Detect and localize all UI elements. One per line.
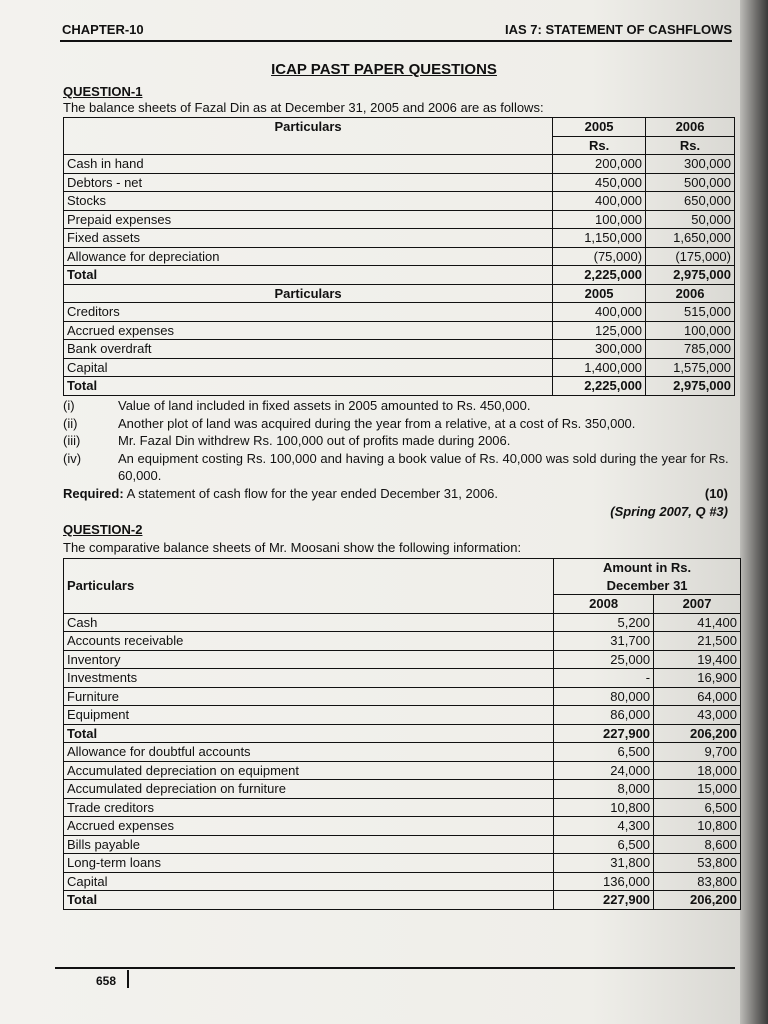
q1-liability-row	[64, 358, 735, 377]
page-number-tick	[127, 970, 129, 988]
q1-liability-row	[64, 340, 735, 359]
q1-liability-y1-value: 400,000	[553, 303, 646, 322]
q1-asset-y1-value: (75,000)	[553, 247, 646, 266]
q2-item-label: Accumulated depreciation on furniture	[64, 780, 554, 799]
q2-item-y2-value: 53,800	[654, 854, 741, 873]
q1-liability-y2-value: 1,575,000	[646, 358, 735, 377]
q1-note-number: (ii)	[63, 415, 78, 431]
q2-item-label: Total	[64, 891, 554, 910]
q1-asset-label: Prepaid expenses	[64, 210, 553, 229]
q2-item-y1-value: 80,000	[554, 687, 654, 706]
q1-asset-y1-value: 1,150,000	[553, 229, 646, 248]
q2-item-y2-value: 18,000	[654, 761, 741, 780]
q2-item-row	[64, 872, 741, 891]
q2-item-row	[64, 817, 741, 836]
q2-item-row	[64, 798, 741, 817]
q1-liability-label: Bank overdraft	[64, 340, 553, 359]
page-title: ICAP PAST PAPER QUESTIONS	[271, 61, 497, 78]
q1-asset-label: Stocks	[64, 192, 553, 211]
q2-item-y2-value: 6,500	[654, 798, 741, 817]
q2-item-label: Capital	[64, 872, 554, 891]
q1-assets-particulars-header: Particulars	[64, 118, 553, 137]
chapter-label: CHAPTER-10	[62, 22, 144, 37]
q1-liability-y1-value: 300,000	[553, 340, 646, 359]
q1-asset-label: Allowance for depreciation	[64, 247, 553, 266]
q2-item-y2-value: 10,800	[654, 817, 741, 836]
q2-item-y2-value: 83,800	[654, 872, 741, 891]
q2-item-row	[64, 632, 741, 651]
question-2-heading: QUESTION-2	[63, 522, 143, 537]
q1-asset-y2-value: 50,000	[646, 210, 735, 229]
q2-item-y1-value: -	[554, 669, 654, 688]
q2-item-label: Cash	[64, 613, 554, 632]
q1-note	[63, 450, 738, 485]
q2-item-label: Inventory	[64, 650, 554, 669]
q1-unit-blank	[64, 136, 553, 155]
q2-item-label: Accrued expenses	[64, 817, 554, 836]
page-number: 658	[96, 974, 117, 988]
q1-asset-row	[64, 192, 735, 211]
q1-assets-total-y1: 2,225,000	[553, 266, 646, 285]
q1-liab-total-y1: 2,225,000	[553, 377, 646, 396]
q2-item-row	[64, 780, 741, 799]
question-2-intro: The comparative balance sheets of Mr. Moosani show the following information:	[63, 540, 522, 555]
q2-item-label: Accumulated depreciation on equipment	[64, 761, 554, 780]
q2-comparative-table	[63, 558, 741, 910]
q1-note	[63, 397, 738, 415]
q2-item-y2-value: 64,000	[654, 687, 741, 706]
q2-item-row	[64, 613, 741, 632]
q2-item-y1-value: 86,000	[554, 706, 654, 725]
q1-asset-y2-value: 300,000	[646, 155, 735, 174]
q2-year2-header: 2007	[654, 595, 741, 614]
q1-assets-total-row	[64, 266, 735, 285]
q1-liab-year2-header: 2006	[646, 284, 735, 303]
q1-assets-total-label: Total	[64, 266, 553, 285]
q1-asset-row	[64, 210, 735, 229]
q2-item-label: Investments	[64, 669, 554, 688]
q1-liab-year1-header: 2005	[553, 284, 646, 303]
q1-balance-sheet-table	[63, 117, 735, 396]
q1-liab-total-row	[64, 377, 735, 396]
q2-item-y1-value: 31,700	[554, 632, 654, 651]
q2-item-y2-value: 16,900	[654, 669, 741, 688]
q1-notes-list	[63, 397, 738, 485]
q1-liab-header-row	[64, 284, 735, 303]
q2-header-row-1	[64, 559, 741, 577]
q2-amount-header: Amount in Rs.	[554, 559, 741, 577]
q1-asset-row	[64, 229, 735, 248]
q2-particulars-header: Particulars	[64, 559, 554, 614]
q1-marks: (10)	[704, 486, 728, 501]
q1-liability-y2-value: 785,000	[646, 340, 735, 359]
q1-liab-total-label: Total	[64, 377, 553, 396]
q1-required-label: Required:	[63, 486, 124, 501]
q1-assets-year2-header: 2006	[646, 118, 735, 137]
q1-reference: (Spring 2007, Q #3)	[610, 504, 728, 519]
q2-item-y2-value: 41,400	[654, 613, 741, 632]
q2-item-row	[64, 891, 741, 910]
q2-item-label: Furniture	[64, 687, 554, 706]
q2-item-y2-value: 21,500	[654, 632, 741, 651]
q1-unit2: Rs.	[646, 136, 735, 155]
q1-note	[63, 432, 738, 450]
q1-asset-label: Cash in hand	[64, 155, 553, 174]
q1-asset-y1-value: 400,000	[553, 192, 646, 211]
q1-asset-label: Fixed assets	[64, 229, 553, 248]
q1-asset-row	[64, 155, 735, 174]
q1-unit1: Rs.	[553, 136, 646, 155]
q2-item-row	[64, 854, 741, 873]
q2-item-label: Trade creditors	[64, 798, 554, 817]
q2-item-y1-value: 31,800	[554, 854, 654, 873]
q1-asset-y2-value: 650,000	[646, 192, 735, 211]
q2-item-row	[64, 650, 741, 669]
q2-item-label: Accounts receivable	[64, 632, 554, 651]
q2-item-row	[64, 724, 741, 743]
question-1-intro: The balance sheets of Fazal Din as at December 31, 2005 and 2006 are as follows:	[63, 100, 544, 115]
q1-asset-y2-value: 1,650,000	[646, 229, 735, 248]
q1-note-number: (i)	[63, 398, 75, 413]
q2-item-y1-value: 227,900	[554, 891, 654, 910]
q1-liab-total-y2: 2,975,000	[646, 377, 735, 396]
q1-asset-y2-value: (175,000)	[646, 247, 735, 266]
q2-item-y1-value: 4,300	[554, 817, 654, 836]
q1-liability-y2-value: 100,000	[646, 321, 735, 340]
page-edge-shadow	[740, 0, 768, 1024]
question-1-heading: QUESTION-1	[63, 84, 143, 99]
q2-item-y2-value: 43,000	[654, 706, 741, 725]
q2-item-row	[64, 669, 741, 688]
q2-item-label: Long-term loans	[64, 854, 554, 873]
q1-assets-header-row	[64, 118, 735, 137]
q1-liability-label: Capital	[64, 358, 553, 377]
q2-item-y1-value: 10,800	[554, 798, 654, 817]
q1-note-text: Mr. Fazal Din withdrew Rs. 100,000 out of profits made during 2006.	[118, 433, 511, 448]
q1-asset-y1-value: 200,000	[553, 155, 646, 174]
q1-liability-label: Accrued expenses	[64, 321, 553, 340]
q2-item-y2-value: 206,200	[654, 891, 741, 910]
q1-asset-y2-value: 500,000	[646, 173, 735, 192]
q1-assets-year1-header: 2005	[553, 118, 646, 137]
q2-date-header: December 31	[554, 577, 741, 595]
q2-item-row	[64, 761, 741, 780]
q1-required-text: A statement of cash flow for the year ended December 31, 2006.	[126, 486, 499, 501]
q2-item-y1-value: 5,200	[554, 613, 654, 632]
topic-label: IAS 7: STATEMENT OF CASHFLOWS	[504, 22, 732, 37]
q1-liability-y2-value: 515,000	[646, 303, 735, 322]
q1-assets-total-y2: 2,975,000	[646, 266, 735, 285]
q2-item-row	[64, 706, 741, 725]
q1-note-number: (iv)	[63, 450, 82, 466]
q1-note	[63, 415, 738, 433]
q1-note-number: (iii)	[63, 433, 81, 448]
q2-item-y2-value: 15,000	[654, 780, 741, 799]
q2-item-y1-value: 6,500	[554, 835, 654, 854]
header-divider	[60, 40, 732, 42]
q1-liability-row	[64, 303, 735, 322]
q1-asset-y1-value: 100,000	[553, 210, 646, 229]
q1-required	[63, 486, 728, 501]
q1-liability-y1-value: 1,400,000	[553, 358, 646, 377]
q1-asset-row	[64, 247, 735, 266]
q1-liability-y1-value: 125,000	[553, 321, 646, 340]
q2-item-y1-value: 136,000	[554, 872, 654, 891]
footer-divider	[55, 967, 735, 969]
q1-asset-row	[64, 173, 735, 192]
q2-item-y2-value: 8,600	[654, 835, 741, 854]
q1-note-text: Value of land included in fixed assets in 2005 amounted to Rs. 450,000.	[118, 398, 531, 413]
q2-item-label: Total	[64, 724, 554, 743]
q1-asset-label: Debtors - net	[64, 173, 553, 192]
q2-year1-header: 2008	[554, 595, 654, 614]
q2-item-y2-value: 9,700	[654, 743, 741, 762]
q2-item-y2-value: 19,400	[654, 650, 741, 669]
q1-note-text: An equipment costing Rs. 100,000 and having a book value of Rs. 40,000 was sold during the year for Rs. 60,000.	[118, 450, 729, 483]
q2-item-y2-value: 206,200	[654, 724, 741, 743]
q2-item-y1-value: 24,000	[554, 761, 654, 780]
q2-item-row	[64, 687, 741, 706]
q1-assets-unit-row	[64, 136, 735, 155]
q2-item-row	[64, 835, 741, 854]
q1-asset-y1-value: 450,000	[553, 173, 646, 192]
q2-item-y1-value: 227,900	[554, 724, 654, 743]
q1-note-text: Another plot of land was acquired during the year from a relative, at a cost of Rs. 350,000.	[118, 415, 636, 431]
q2-item-label: Allowance for doubtful accounts	[64, 743, 554, 762]
q2-item-row	[64, 743, 741, 762]
q1-liab-particulars-header: Particulars	[64, 284, 553, 303]
q2-item-y1-value: 25,000	[554, 650, 654, 669]
q2-item-label: Bills payable	[64, 835, 554, 854]
q1-liability-label: Creditors	[64, 303, 553, 322]
q1-liability-row	[64, 321, 735, 340]
q2-item-y1-value: 8,000	[554, 780, 654, 799]
q2-item-label: Equipment	[64, 706, 554, 725]
q2-item-y1-value: 6,500	[554, 743, 654, 762]
